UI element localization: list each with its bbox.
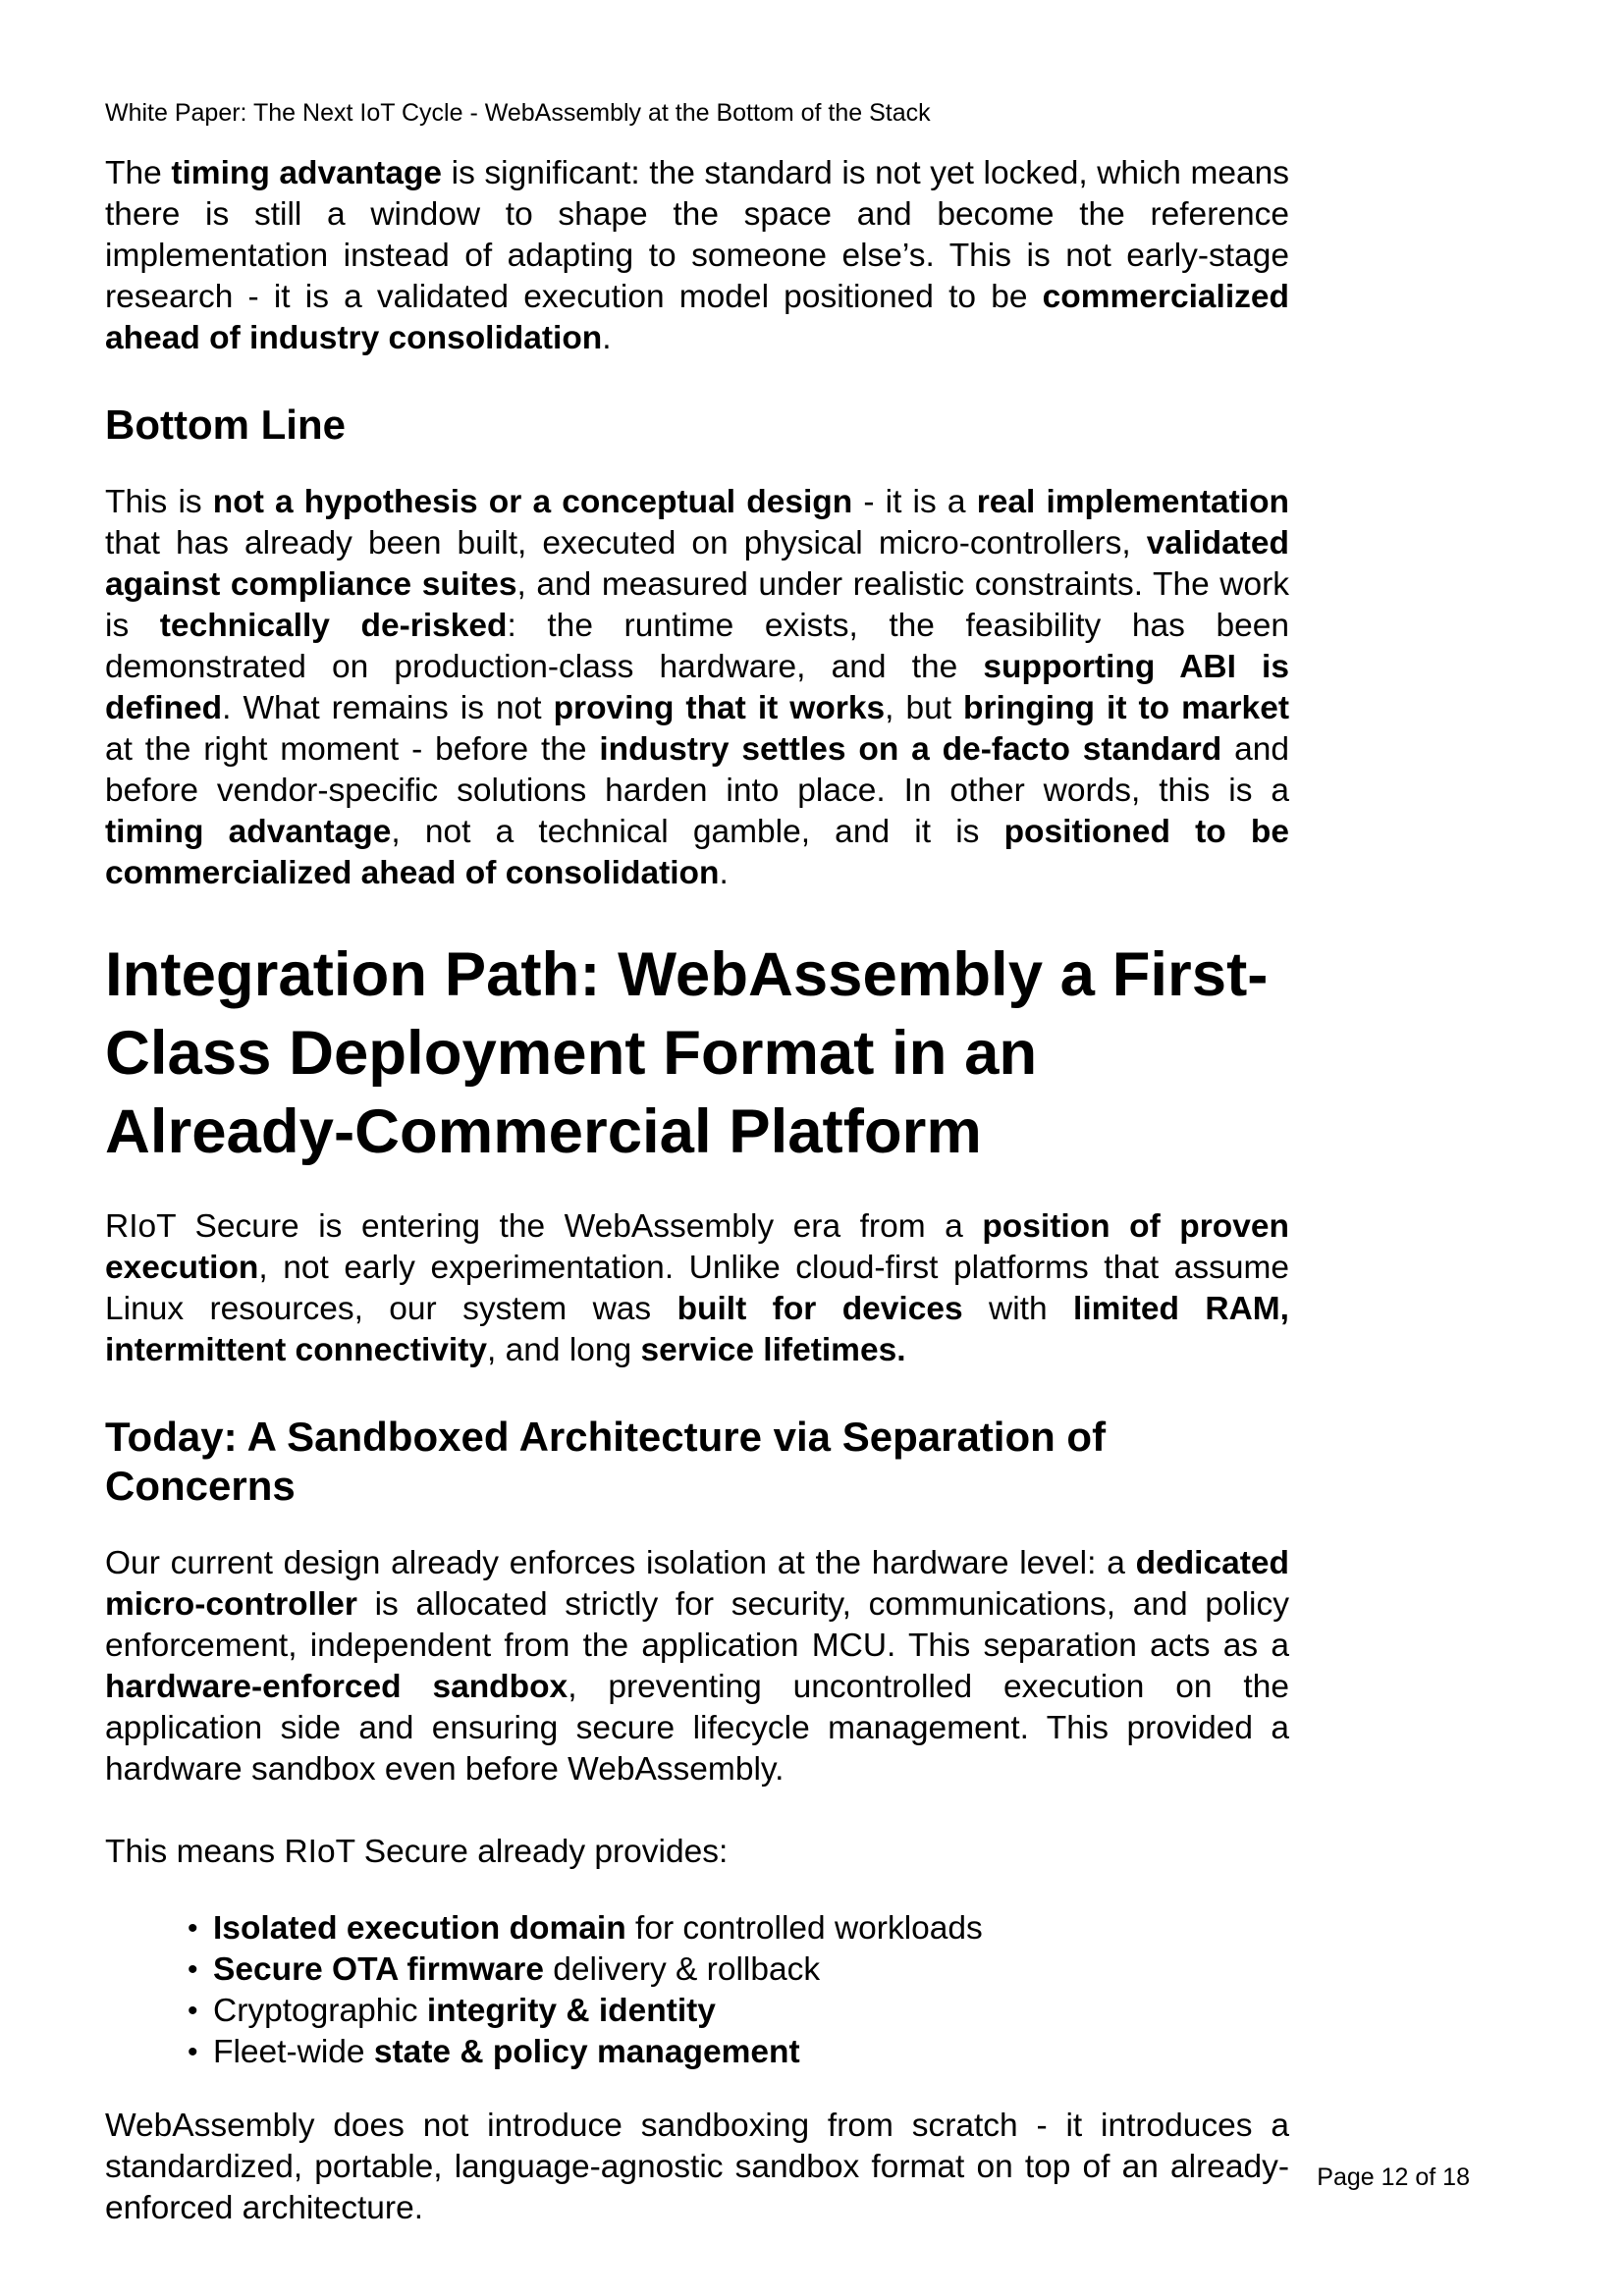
list-item-text: Secure OTA firmware delivery & rollback (213, 1951, 821, 1988)
list-item-text: Isolated execution domain for controlled workloads (213, 1910, 983, 1947)
paragraph-current-design: Our current design already enforces isolation at the hardware level: a dedicated micro-controller is allocated strictly for security, communications, and policy enforcement, independent from the application MCU. This separation acts as a hardware-enforced sandbox, preventing uncontrolled execution on the application side and ensuring secure lifecycle management. This provided a hardware sandbox even before WebAssembly. (105, 1545, 1289, 1788)
document-body (105, 153, 1289, 2270)
bullet-icon: • (188, 1912, 198, 1945)
document-header (105, 98, 1470, 128)
list-item (188, 2032, 1289, 2073)
bullet-icon: • (188, 1953, 198, 1986)
heading-today-sandboxed: Today: A Sandboxed Architecture via Separation of Concerns (105, 1414, 1107, 1509)
header-title: White Paper: The Next IoT Cycle - WebAssembly at the Bottom of the Stack (105, 99, 931, 127)
bullet-icon: • (188, 1995, 198, 2027)
list-item (188, 1908, 1289, 1949)
paragraph-bottom-line: This is not a hypothesis or a conceptual design - it is a real implementation that has already been built, executed on physical micro-controllers, validated against compliance suites, and measured under realistic constraints. The work is technically de-risked: the runtime exists, the feasibility has been demonstrated on production-class hardware, and the supporting ABI is defined. What remains is not proving that it works, but bringing it to market at the right moment - before the industry settles on a de-facto standard and before vendor-specific solutions harden into place. In other words, this is a timing advantage, not a technical gamble, and it is positioned to be commercialized ahead of consolidation. (105, 484, 1290, 891)
paragraph-timing-advantage: The timing advantage is significant: the standard is not yet locked, which means there is still a window to shape the space and become the reference implementation instead of adapting to someone else’s. This is not early-stage research - it is a validated execution model positioned to be commercialized ahead of industry consolidation. (105, 155, 1289, 356)
bullet-icon: • (188, 2036, 198, 2068)
list-item (188, 1949, 1289, 1991)
list-item (188, 1991, 1289, 2032)
heading-bottom-line: Bottom Line (105, 401, 346, 448)
heading-integration-path: Integration Path: WebAssembly a First-Class Deployment Format in an Already-Commercial Platform (105, 940, 1269, 1166)
page-number: Page 12 of 18 (1317, 2163, 1470, 2191)
document-footer (1317, 2163, 1470, 2192)
list-item-text: Cryptographic integrity & identity (213, 1993, 716, 2029)
paragraph-wasm-sandboxing: WebAssembly does not introduce sandboxing from scratch - it introduces a standardized, portable, language-agnostic sandbox format on top of an already-enforced architecture. (105, 2108, 1289, 2226)
list-item-text: Fleet-wide state & policy management (213, 2034, 800, 2070)
paragraph-provides-intro: This means RIoT Secure already provides: (105, 1834, 729, 1870)
provides-list (105, 1908, 1289, 2073)
paragraph-riot-secure: RIoT Secure is entering the WebAssembly era from a position of proven execution, not early experimentation. Unlike cloud-first platforms that assume Linux resources, our system was built for devices with limited RAM, intermittent connectivity, and long service lifetimes. (105, 1208, 1289, 1368)
